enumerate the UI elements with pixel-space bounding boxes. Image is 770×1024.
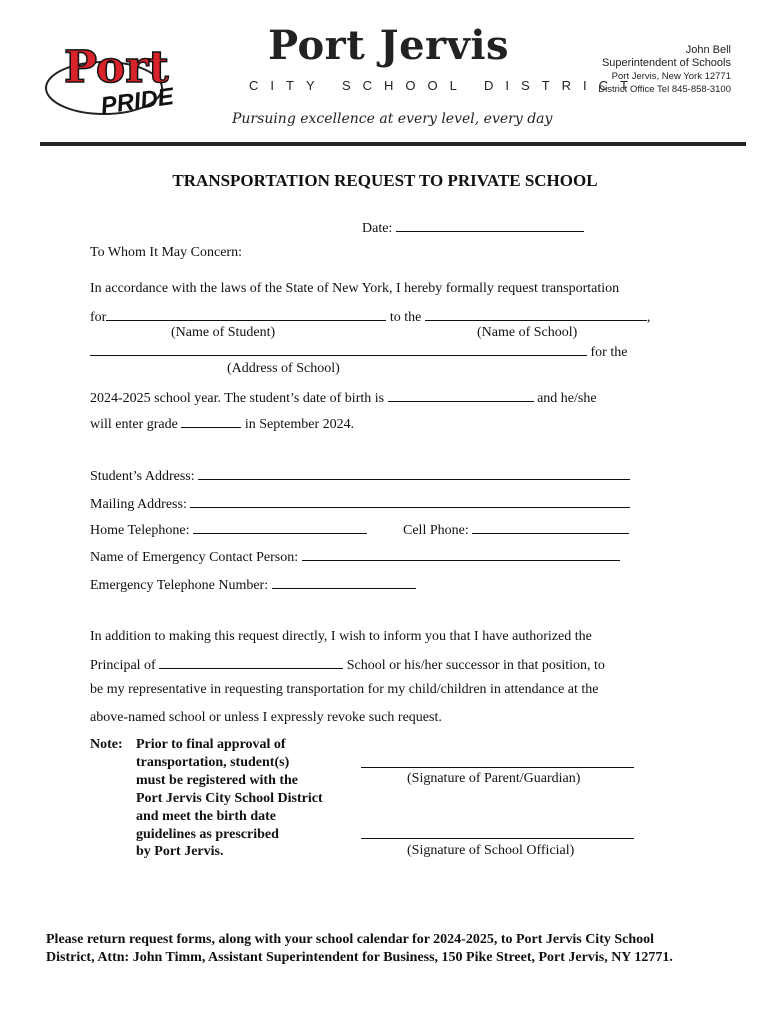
caption-official-signature: (Signature of School Official) xyxy=(407,843,575,858)
note-line: Port Jervis City School District xyxy=(136,790,323,806)
note-line: guidelines as prescribed xyxy=(136,826,279,842)
principal-of-label: Principal of xyxy=(90,658,156,673)
note-text xyxy=(136,736,323,861)
date-field[interactable] xyxy=(396,219,584,232)
school-successor-text: School or his/her successor in that position, to xyxy=(346,658,605,673)
comma: , xyxy=(646,310,651,325)
students-address-row xyxy=(90,467,630,485)
district-address: Port Jervis, New York 12771 xyxy=(611,71,731,82)
for-label: for xyxy=(90,310,107,325)
cell-phone-label: Cell Phone: xyxy=(403,523,469,538)
return-instructions-line-2: District, Attn: John Timm, Assistant Superintendent for Business, 150 Pike Street, Port Jervis, NY 12771. xyxy=(46,950,673,965)
logo-port-text: Port xyxy=(64,42,169,93)
date-row xyxy=(362,219,584,237)
student-name-field[interactable] xyxy=(106,308,386,321)
emergency-contact-label: Name of Emergency Contact Person: xyxy=(90,550,299,565)
school-name-field[interactable] xyxy=(425,308,647,321)
paragraph-2-line-3: be my representative in requesting transportation for my child/children in attendance at the xyxy=(90,682,599,697)
emergency-phone-label: Emergency Telephone Number: xyxy=(90,578,269,593)
for-the-label: for the xyxy=(590,345,628,360)
mailing-address-field[interactable] xyxy=(190,495,630,508)
note-line: by Port Jervis. xyxy=(136,844,224,860)
caption-address-of-school: (Address of School) xyxy=(227,361,340,376)
logo-pride-text: PRIDE xyxy=(99,82,176,120)
mailing-address-label: Mailing Address: xyxy=(90,497,187,512)
emergency-contact-field[interactable] xyxy=(302,548,620,561)
form-title: TRANSPORTATION REQUEST TO PRIVATE SCHOOL xyxy=(172,171,598,190)
return-instructions xyxy=(46,931,746,967)
note-line: and meet the birth date xyxy=(136,808,276,824)
school-address-field[interactable] xyxy=(90,343,587,356)
date-label: Date: xyxy=(362,221,393,236)
caption-name-of-student: (Name of Student) xyxy=(171,325,276,340)
caption-name-of-school: (Name of School) xyxy=(477,325,578,340)
students-address-label: Student’s Address: xyxy=(90,469,195,484)
motto: Pursuing excellence at every level, every day xyxy=(232,111,553,127)
grade-field[interactable] xyxy=(181,415,241,428)
note-line: must be registered with the xyxy=(136,772,299,788)
official-signature-field[interactable] xyxy=(361,838,634,839)
cell-phone-field[interactable] xyxy=(472,521,629,534)
date-of-birth-field[interactable] xyxy=(388,389,534,402)
return-instructions-line-1: Please return request forms, along with your school calendar for 2024-2025, to Port Jervis City School xyxy=(46,932,655,947)
cell-phone-row xyxy=(403,521,629,539)
school-address-row xyxy=(90,343,627,361)
parent-signature-field[interactable] xyxy=(361,767,634,768)
salutation: To Whom It May Concern: xyxy=(90,245,242,260)
emergency-phone-row xyxy=(90,576,416,594)
home-telephone-label: Home Telephone: xyxy=(90,523,190,538)
superintendent-title: Superintendent of Schools xyxy=(601,57,731,69)
emergency-contact-row xyxy=(90,548,620,566)
paragraph-2-line-1: In addition to making this request directly, I wish to inform you that I have authorized the xyxy=(90,629,592,644)
students-address-field[interactable] xyxy=(198,467,630,480)
emergency-phone-field[interactable] xyxy=(272,576,416,589)
school-year-text: 2024-2025 school year. The student’s date of birth is xyxy=(90,391,385,406)
he-she-text: and he/she xyxy=(537,391,597,406)
caption-parent-signature: (Signature of Parent/Guardian) xyxy=(407,771,581,786)
org-name: Port Jervis xyxy=(268,22,510,69)
note-label: Note: xyxy=(90,737,123,752)
in-september-text: in September 2024. xyxy=(244,417,355,432)
to-the-label: to the xyxy=(389,310,422,325)
paragraph-1-line-1: In accordance with the laws of the State of New York, I hereby formally request transportation xyxy=(90,281,620,296)
org-subtitle: CITY SCHOOL DISTRICT xyxy=(249,78,640,93)
mailing-address-row xyxy=(90,495,630,513)
header-divider xyxy=(40,142,746,146)
superintendent-name: John Bell xyxy=(685,44,731,56)
grade-row xyxy=(90,415,354,433)
student-school-row xyxy=(90,308,650,326)
birthdate-row xyxy=(90,389,597,407)
district-telephone: District Office Tel 845-858-3100 xyxy=(598,84,731,95)
paragraph-2-line-4: above-named school or unless I expressly revoke such request. xyxy=(90,710,442,725)
district-logo xyxy=(42,34,190,122)
note-line: Prior to final approval of xyxy=(136,737,286,752)
home-telephone-row xyxy=(90,521,367,539)
principal-school-field[interactable] xyxy=(159,656,343,669)
note-line: transportation, student(s) xyxy=(136,754,290,770)
will-enter-grade-text: will enter grade xyxy=(90,417,178,432)
principal-row xyxy=(90,656,605,674)
home-telephone-field[interactable] xyxy=(193,521,367,534)
